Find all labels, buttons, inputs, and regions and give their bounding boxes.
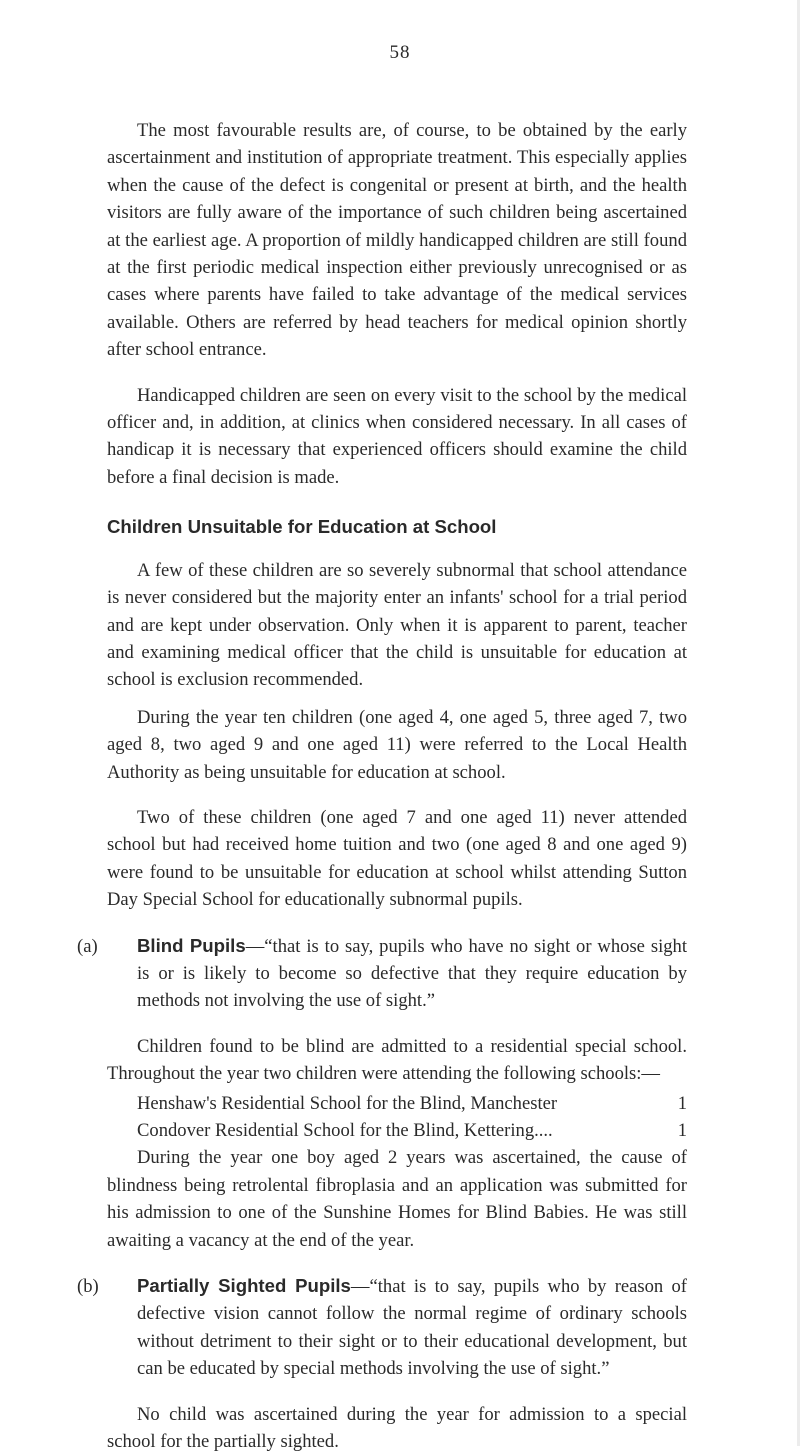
school-count: 1 [677,1120,687,1141]
section-paragraph-1: A few of these children are so severely subnormal that school attendance is never considered but the majority enter an infants' school for a trial period and are kept under observation. Only when it is apparent to parent, teacher and examining medical officer that the child is unsuitable for education at school is exclusion recommended. [107,559,687,691]
blind-definition-text: —“that is to say, pupils who have no sight or whose sight is or is likely to become so defective that they require education by methods not involving the use of sight.” [137,935,688,1012]
blind-label: (a) [77,935,98,957]
partial-definition-text: —“that is to say, pupils who by reason of defective vision cannot follow the normal regime of ordinary schools without detriment to their sight or to their educational development, but can be educated by special methods involving the use of sight.” [137,1276,687,1380]
blind-schools-list [107,1090,687,1145]
page-number: 58 [389,42,411,63]
partially-sighted-definition [77,1272,687,1383]
partial-label: (b) [77,1276,99,1298]
blind-paragraph-2: During the year one boy aged 2 years was ascertained, the cause of blindness being retrolental fibroplasia and an application was submitted for his admission to one of the Sunshine Homes for Blind Babies. He was still awaiting a vacancy at the end of the year. [107,1147,687,1251]
partial-paragraph-1: No child was ascertained during the year for admission to a special school for the partially sighted. [107,1403,687,1453]
blind-paragraph-1: Children found to be blind are admitted to a residential special school. Throughout the year two children were attending the following schools:— [107,1035,687,1085]
school-name: Condover Residential School for the Blind, Kettering.... [137,1120,553,1141]
section-heading: Children Unsuitable for Education at School [107,516,497,538]
intro-paragraph-1: The most favourable results are, of course, to be obtained by the early ascertainment and institution of appropriate treatment. This especially applies when the cause of the defect is congenital or present at birth, and the health visitors are fully aware of the importance of such children being ascertained at the earliest age. A proportion of mildly handicapped children are still found at the first periodic medical inspection either previously unrecognised or as cases where parents have failed to take advantage of the medical services available. Others are referred by head teachers for medical opinion shortly after school entrance. [107,120,687,361]
blind-pupils-definition [77,932,688,1015]
blind-title: Blind Pupils [137,934,246,956]
partial-title: Partially Sighted Pupils [137,1275,351,1297]
list-item [107,1090,687,1117]
list-item [107,1117,687,1144]
section-paragraph-3: Two of these children (one aged 7 and one aged 11) never attended school but had received home tuition and two (one aged 8 and one aged 9) were found to be unsuitable for education at school whilst attending Sutton Day Special School for educationally subnormal pupils. [107,806,687,911]
intro-paragraph-2: Handicapped children are seen on every visit to the school by the medical officer and, in addition, at clinics when considered necessary. In all cases of handicap it is necessary that experienced officers should examine the child before a final decision is made. [107,384,687,488]
body-text [77,117,688,1455]
school-name: Henshaw's Residential School for the Blind, Manchester [137,1092,558,1114]
school-count: 1 [677,1092,687,1114]
section-paragraph-2: During the year ten children (one aged 4, one aged 5, three aged 7, two aged 8, two aged 9 and one aged 11) were referred to the Local Health Authority as being unsuitable for education at school. [107,706,687,783]
